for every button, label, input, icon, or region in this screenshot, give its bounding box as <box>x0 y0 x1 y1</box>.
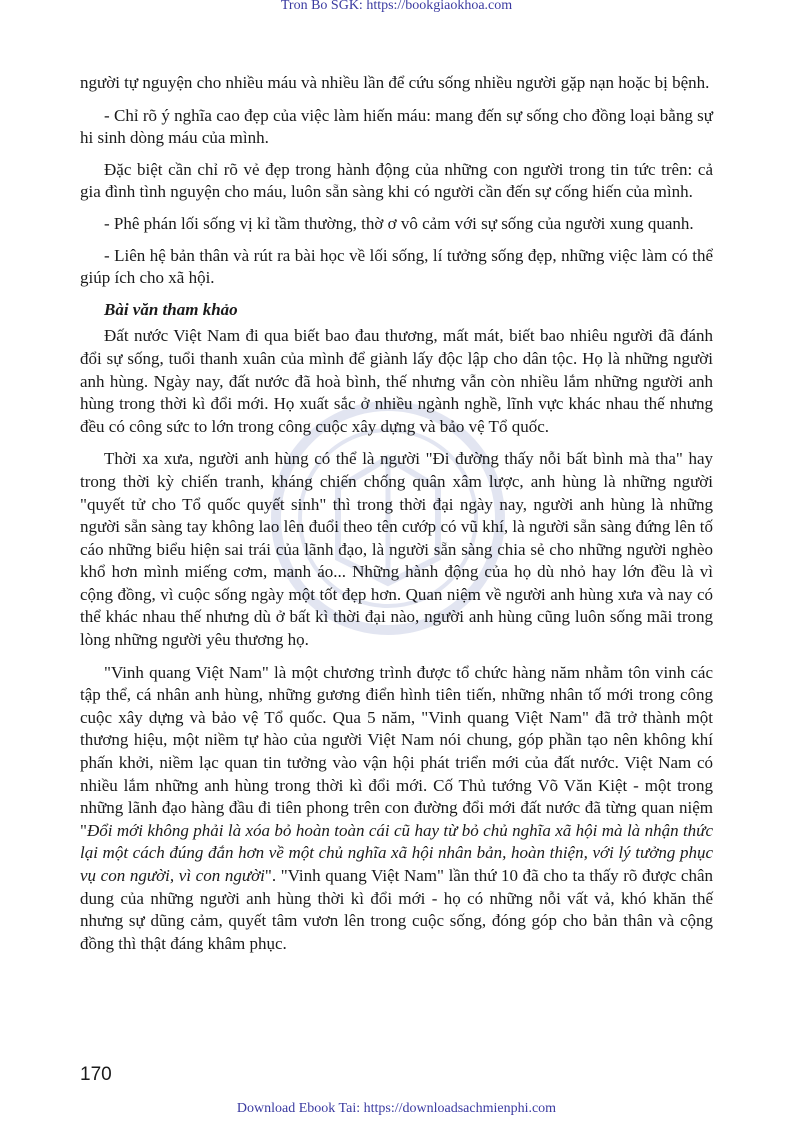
paragraph-3: Đặc biệt cần chỉ rõ vẻ đẹp trong hành động của những con người trong tin tức trên: cả gia đình tình nguyện cho máu, luôn sẵn sàng khi có người cần đến sự cống hiến của mình. <box>80 159 713 202</box>
paragraph-8-text-b: ". "Vinh quang Việt Nam" lần thứ 10 đã cho ta thấy rõ được chân dung của những người anh hùng thời kì đổi mới - họ có những nỗi vất vả, khó khăn thế nhưng sự dũng cảm, quyết tâm vươn lên trong cuộc sống, đóng góp cho bản thân và cộng đồng thì thật đáng khâm phục. <box>80 866 714 953</box>
paragraph-8-text-a: "Vinh quang Việt Nam" là một chương trình được tổ chức hàng năm nhằm tôn vinh các tập thể, cá nhân anh hùng, những gương điển hình tiên tiến, những nhân tố mới trong công cuộc xây dựng và bảo vệ Tổ quốc. Qua 5 năm, "Vinh quang Việt Nam" đã trở thành một thương hiệu, một niềm tự hào của người Việt Nam nói chung, góp phần tạo nên không khí phấn khởi, niềm lạc quan tin tưởng vào vận hội phát triển mới của đất nước. Việt Nam có nhiều lắm những anh hùng trong thời kì đổi mới. Cố Thủ tướng Võ Văn Kiệt - một trong những lãnh đạo hàng đầu đi tiên phong trên con đường đổi mới đất nước đã từng quan niệm " <box>80 662 713 840</box>
header-download-link[interactable]: Tron Bo SGK: https://bookgiaokhoa.com <box>280 0 513 13</box>
page-number: 170 <box>80 1064 112 1085</box>
paragraph-1: người tự nguyện cho nhiều máu và nhiều lần để cứu sống nhiều người gặp nạn hoặc bị bệnh. <box>80 73 710 92</box>
paragraph-2: - Chỉ rõ ý nghĩa cao đẹp của việc làm hiến máu: mang đến sự sống cho đồng loại bằng sự hi sinh dòng máu của mình. <box>80 105 713 148</box>
paragraph-5: - Liên hệ bản thân và rút ra bài học về lối sống, lí tưởng sống đẹp, những việc làm có thể giúp ích cho xã hội. <box>80 245 713 288</box>
paragraph-8-quote: Đổi mới không phải là xóa bỏ hoàn toàn cái cũ hay từ bỏ chủ nghĩa xã hội mà là nhận thức lại một cách đúng đắn hơn về một chủ nghĩa xã hội nhân bản, hoàn thiện, với lý tưởng phục vụ con người, vì con người <box>80 820 713 885</box>
footer-download-link[interactable]: Download Ebook Tai: https://downloadsachmienphi.com <box>236 1101 557 1116</box>
paragraph-4: - Phê phán lối sống vị kỉ tầm thường, thờ ơ vô cảm với sự sống của người xung quanh. <box>104 213 694 233</box>
paragraph-8 <box>80 662 713 956</box>
section-heading: Bài văn tham khảo <box>104 299 238 319</box>
paragraph-7: Thời xa xưa, người anh hùng có thể là người "Đi đường thấy nỗi bất bình mà tha" hay trong thời kỳ chiến tranh, kháng chiến chống quân xâm lược, anh hùng là những người "quyết tử cho Tổ quốc quyết sinh" thì trong thời đại ngày nay, người anh hùng là những người sẵn sàng tay không lao lên đuổi theo tên cướp có vũ khí, là người sẵn sàng đứng lên tố cáo những biểu hiện sai trái của lãnh đạo, là người sẵn sàng chia sẻ cho những người nghèo khổ hơn mình miếng cơm, manh áo... Những hành động của họ dù nhỏ hay lớn đều là vì cộng đồng, vì cuộc sống ngày một tốt đẹp hơn. Quan niệm về người anh hùng xưa và nay có thể khác nhau thế nhưng dù ở bất kì thời đại nào, người anh hùng cũng luôn sống mãi trong lòng những người yêu thương họ. <box>80 449 713 650</box>
paragraph-6: Đất nước Việt Nam đi qua biết bao đau thương, mất mát, biết bao nhiêu người đã đánh đổi sự sống, tuổi thanh xuân của mình để giành lấy độc lập cho dân tộc. Họ là những người anh hùng. Ngày nay, đất nước đã hoà bình, thế nhưng vẫn còn nhiều lắm những người anh hùng trong thời kì đổi mới. Họ xuất sắc ở nhiều ngành nghề, lĩnh vực khác nhau thế nhưng đều có công sức to lớn trong công cuộc xây dựng và bảo vệ Tổ quốc. <box>80 326 713 436</box>
page-body <box>80 72 713 965</box>
